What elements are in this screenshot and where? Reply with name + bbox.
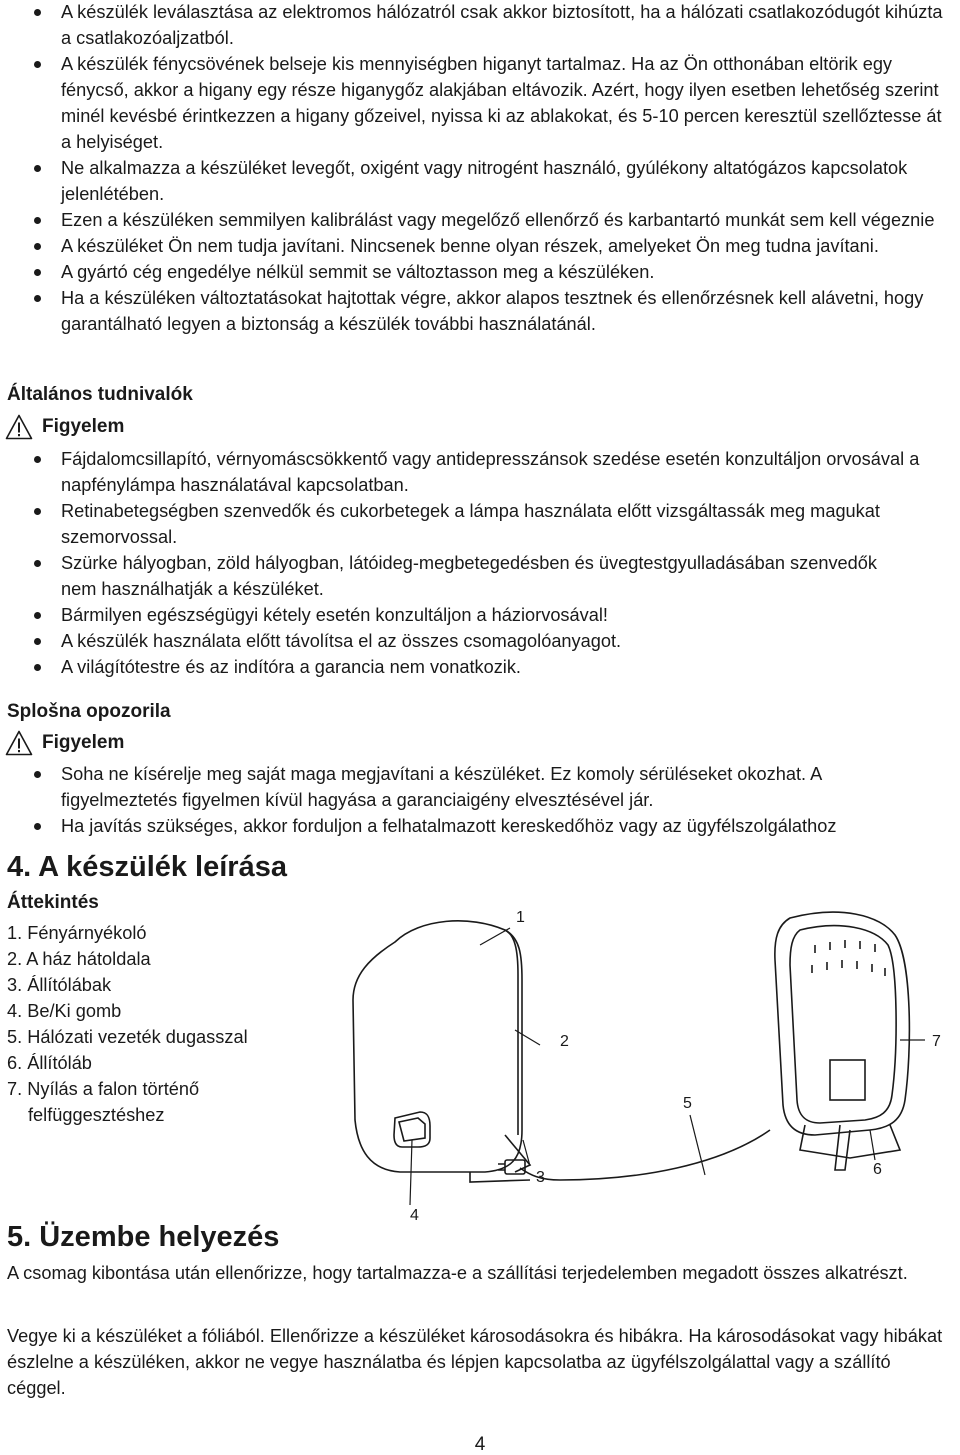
list-item: Szürke hályogban, zöld hályogban, látóideg-megbetegedésben és üvegtestgyulladásában szenvedők nem használhatják a készüléket.	[34, 550, 879, 602]
callout-2: 2	[560, 1033, 569, 1050]
list-item: Fájdalomcsillapító, vérnyomáscsökkentő vagy antidepresszánsok szedése esetén konzultáljon orvosával a napfénylámpa használatával kapcsolatban.	[34, 446, 944, 498]
list-item: A készülék fénycsövének belseje kis mennyiségben higanyt tartalmaz. Ha az Ön otthonában eltörik egy fénycső, akkor a higany egy része higanygőz alakjában eltávozik. Azért, hogy ilyen esetben lehetőség szerint minél kevésbé érintkezzen a higany gőzeivel, nyissa ki az ablakokat, és 5-10 percen keresztül szellőztesse át a helyiséget.	[34, 51, 944, 155]
list-item: Soha ne kísérelje meg saját maga megjavítani a készüléket. Ez komoly sérüléseket okozhat. A figyelmeztetés figyelmen kívül hagyása a garanciaigény elvesztésével jár.	[34, 761, 934, 813]
callout-leaders	[410, 928, 925, 1205]
general-warning	[5, 414, 124, 440]
list-item: Ne alkalmazza a készüléket levegőt, oxigént vagy nitrogént használó, gyúlékony altatógázos kapcsolatok jelenlétében.	[34, 155, 939, 207]
list-item: felfüggesztéshez	[28, 1105, 165, 1125]
list-item: 4. Be/Ki gomb	[7, 1001, 122, 1021]
warning-triangle-icon	[5, 730, 33, 756]
section-5-paragraph-1: A csomag kibontása után ellenőrizze, hogy tartalmazza-e a szállítási terjedelemben megadott összes alkatrészt.	[7, 1263, 908, 1283]
overview-section	[7, 890, 248, 1128]
list-item: 6. Állítóláb	[7, 1053, 92, 1073]
callout-1: 1	[516, 909, 525, 926]
list-item: A készülék leválasztása az elektromos hálózatról csak akkor biztosított, ha a hálózati csatlakozódugót kihúzta a csatlakozóaljzatból.	[34, 0, 954, 51]
list-item: Ezen a készüléken semmilyen kalibrálást vagy megelőző ellenőrző és karbantartó munkát sem kell végeznie	[34, 207, 949, 233]
callout-3: 3	[536, 1169, 545, 1186]
slovene-bullet-list	[34, 761, 954, 839]
callout-5: 5	[683, 1095, 692, 1112]
device-illustration	[345, 895, 960, 1230]
page-number: 4	[474, 1434, 486, 1455]
lamp-front-drawing	[353, 921, 530, 1182]
section-5-paragraph-2: Vegye ki a készüléket a fóliából. Ellenőrizze a készüléket károsodásokra és hibákra. Ha károsodásokat vagy hibákat észlelne a készüléken, akkor ne vegye használatba és lépjen kapcsolatba az ügyfélszolgálattal vagy a szállító céggel.	[7, 1326, 943, 1398]
section-5-heading: 5. Üzembe helyezés	[7, 1221, 280, 1253]
safety-bullet-list	[34, 0, 956, 337]
list-item: A világítótestre és az indítóra a garancia nem vonatkozik.	[34, 654, 954, 680]
general-heading: Általános tudnivalók	[7, 384, 193, 405]
warning-label: Figyelem	[42, 416, 125, 437]
list-item: Bármilyen egészségügyi kétely esetén konzultáljon a háziorvosával!	[34, 602, 954, 628]
warning-label: Figyelem	[42, 732, 125, 753]
list-item: A gyártó cég engedélye nélkül semmit se változtasson meg a készüléken.	[34, 259, 954, 285]
safety-bullets-section	[0, 0, 956, 337]
slovene-heading: Splošna opozorila	[7, 701, 171, 722]
parts-list	[7, 920, 248, 1128]
list-item: 5. Hálózati vezeték dugasszal	[7, 1027, 248, 1047]
callout-4: 4	[410, 1207, 419, 1224]
list-item: A készülék használata előtt távolítsa el az összes csomagolóanyagot.	[34, 628, 954, 654]
overview-title: Áttekintés	[7, 892, 99, 913]
callout-6: 6	[873, 1161, 882, 1178]
list-item: 3. Állítólábak	[7, 975, 112, 995]
list-item: Ha a készüléken változtatásokat hajtottak végre, akkor alapos tesztnek és ellenőrzésnek kell alávetni, hogy garantálható legyen a biztonság a készülék további használatánál.	[34, 285, 956, 337]
callout-7: 7	[932, 1033, 941, 1050]
slovene-warning	[5, 730, 124, 756]
list-item: 2. A ház hátoldala	[7, 949, 151, 969]
list-item: 7. Nyílás a falon történő	[7, 1079, 200, 1099]
list-item: Retinabetegségben szenvedők és cukorbetegek a lámpa használata előtt vizsgáltassák meg magukat szemorvossal.	[34, 498, 944, 550]
section-4-heading: 4. A készülék leírása	[7, 851, 287, 883]
warning-triangle-icon	[5, 414, 33, 440]
slovene-bullets-section	[0, 761, 954, 839]
general-bullets-section	[0, 446, 954, 680]
list-item: 1. Fényárnyékoló	[7, 923, 147, 943]
general-bullet-list	[34, 446, 954, 680]
list-item: A készüléket Ön nem tudja javítani. Nincsenek benne olyan részek, amelyeket Ön meg tudna javítani.	[34, 233, 954, 259]
list-item: Ha javítás szükséges, akkor forduljon a felhatalmazott kereskedőhöz vagy az ügyfélszolgálathoz	[34, 813, 954, 839]
